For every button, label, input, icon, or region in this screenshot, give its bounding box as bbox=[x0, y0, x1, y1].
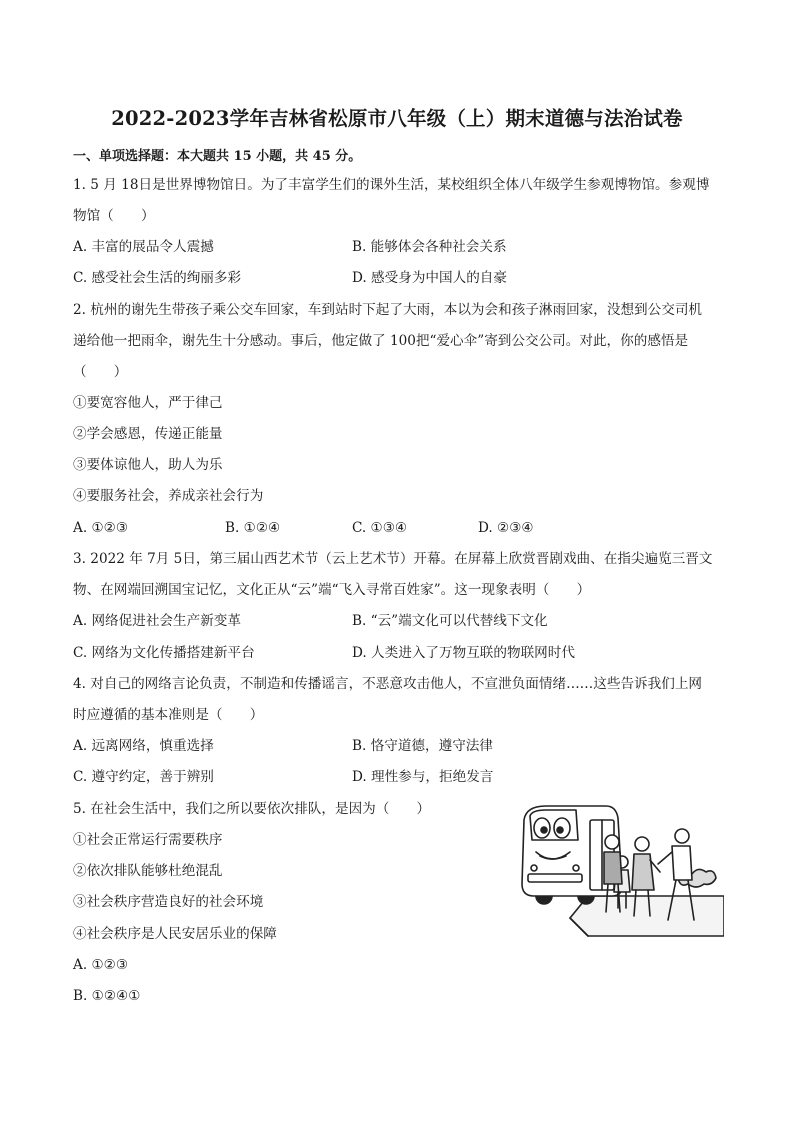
q4-option-a[interactable]: A. 远离网络，慎重选择 bbox=[73, 738, 214, 754]
page-title: 2022-2023学年吉林省松原市八年级（上）期末道德与法治试卷 bbox=[111, 107, 683, 130]
bus-queue-illustration bbox=[518, 800, 724, 940]
q2-statement-1: ①要宽容他人，严于律己 bbox=[73, 395, 223, 411]
q2-statement-4: ④要服务社会，养成亲社会行为 bbox=[73, 488, 264, 504]
q5-statement-3: ③社会秩序营造良好的社会环境 bbox=[73, 894, 264, 910]
q3-option-d[interactable]: D. 人类进入了万物互联的物联网时代 bbox=[352, 645, 575, 661]
q4-option-d[interactable]: D. 理性参与，拒绝发言 bbox=[352, 769, 494, 785]
q5-option-b[interactable]: B. ①②④① bbox=[73, 988, 141, 1004]
q3-option-c[interactable]: C. 网络为文化传播搭建新平台 bbox=[73, 645, 255, 661]
q1-stem-line-2: 物馆（ ） bbox=[73, 208, 155, 224]
q2-statement-3: ③要体谅他人，助人为乐 bbox=[73, 457, 223, 473]
q1-stem-line-1: 1. 5 月 18日是世界博物馆日。为了丰富学生们的课外生活，某校组织全体八年级学生参观博物馆。参观博 bbox=[73, 177, 710, 193]
q4-stem-line-1: 4. 对自己的网络言论负责，不制造和传播谣言，不恶意攻击他人，不宣泄负面情绪……这些告诉我们上网 bbox=[73, 676, 703, 692]
q1-option-a[interactable]: A. 丰富的展品令人震撼 bbox=[73, 239, 214, 255]
q3-stem-line-1: 3. 2022 年 7月 5日，第三届山西艺术节（云上艺术节）开幕。在屏幕上欣赏晋剧戏曲、在指尖遍览三晋文 bbox=[73, 551, 713, 567]
q4-stem-line-2: 时应遵循的基本准则是（ ） bbox=[73, 707, 264, 723]
q3-option-b[interactable]: B. “云”端文化可以代替线下文化 bbox=[352, 613, 548, 629]
q4-option-c[interactable]: C. 遵守约定，善于辨别 bbox=[73, 769, 214, 785]
q1-option-b[interactable]: B. 能够体会各种社会关系 bbox=[352, 239, 507, 255]
q2-stem-line-1: 2. 杭州的谢先生带孩子乘公交车回家，车到站时下起了大雨，本以为会和孩子淋雨回家，没想到公交司机 bbox=[73, 302, 703, 318]
q1-option-c[interactable]: C. 感受社会生活的绚丽多彩 bbox=[73, 270, 242, 286]
q3-option-a[interactable]: A. 网络促进社会生产新变革 bbox=[73, 613, 241, 629]
q2-option-d[interactable]: D. ②③④ bbox=[478, 520, 534, 536]
q5-statement-4: ④社会秩序是人民安居乐业的保障 bbox=[73, 926, 277, 942]
q5-statement-2: ②依次排队能够杜绝混乱 bbox=[73, 863, 223, 879]
q2-option-a[interactable]: A. ①②③ bbox=[73, 520, 129, 536]
q2-stem-line-3: （ ） bbox=[73, 364, 128, 380]
q2-option-b[interactable]: B. ①②④ bbox=[225, 520, 281, 536]
q2-stem-line-2: 递给他一把雨伞，谢先生十分感动。事后，他定做了 100把“爱心伞”寄到公交公司。对此，你的感悟是 bbox=[73, 333, 689, 349]
section-heading: 一、单项选择题：本大题共 15 小题，共 45 分。 bbox=[73, 149, 362, 164]
q4-option-b[interactable]: B. 恪守道德，遵守法律 bbox=[352, 738, 493, 754]
q5-statement-1: ①社会正常运行需要秩序 bbox=[73, 832, 223, 848]
q5-option-a[interactable]: A. ①②③ bbox=[73, 957, 129, 973]
q5-stem-line-1: 5. 在社会生活中，我们之所以要依次排队，是因为（ ） bbox=[73, 801, 431, 817]
q2-statement-2: ②学会感恩，传递正能量 bbox=[73, 426, 223, 442]
q2-option-c[interactable]: C. ①③④ bbox=[352, 520, 408, 536]
q3-stem-line-2: 物、在网端回溯国宝记忆，文化正从“云”端“飞入寻常百姓家”。这一现象表明（ ） bbox=[73, 582, 591, 598]
q1-option-d[interactable]: D. 感受身为中国人的自豪 bbox=[352, 270, 507, 286]
